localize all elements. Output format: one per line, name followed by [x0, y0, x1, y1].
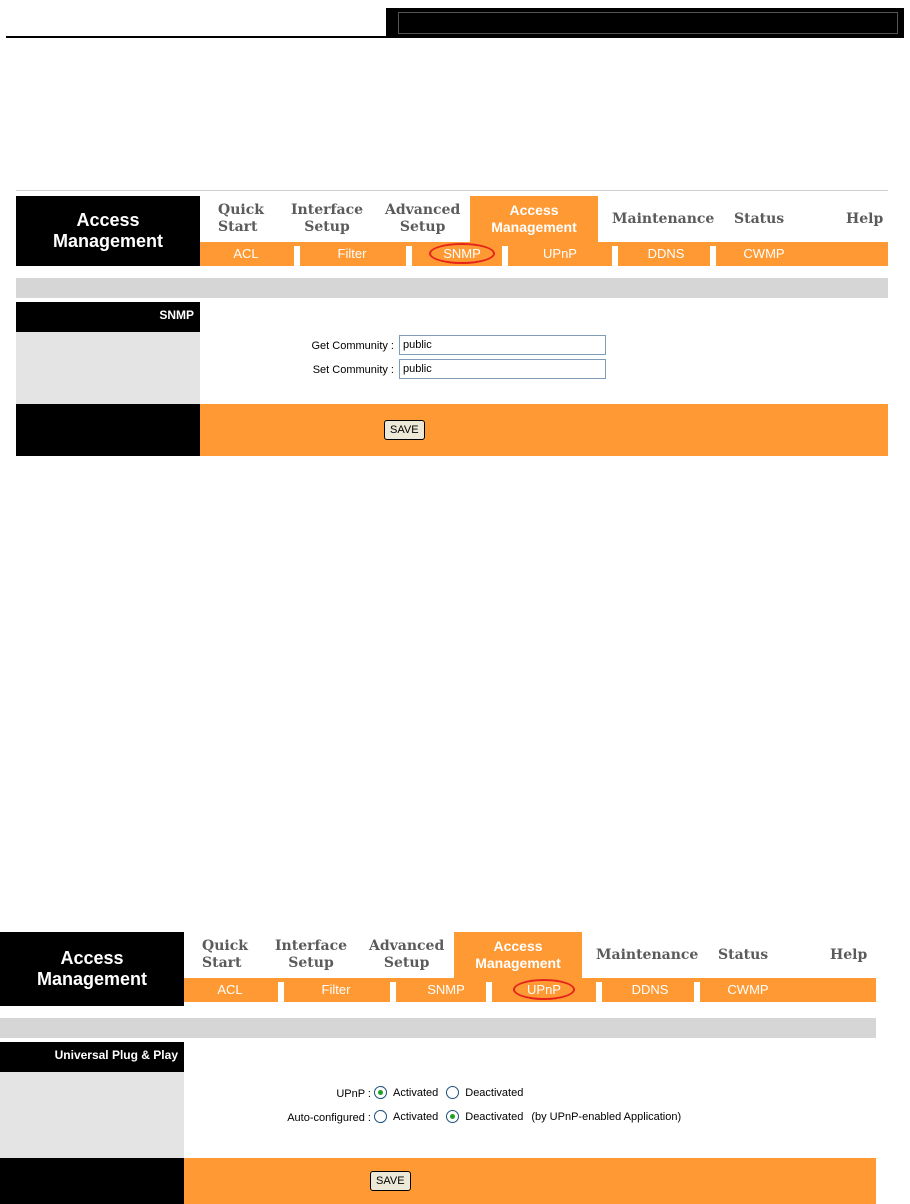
menu-quick-start[interactable]: Quick Start — [218, 202, 264, 235]
submenu-upnp[interactable]: UPnP — [543, 246, 577, 261]
menu-maintenance[interactable]: Maintenance — [596, 946, 699, 963]
footer-left — [16, 404, 200, 456]
panel-top-rule — [16, 190, 888, 191]
left-column — [16, 332, 200, 404]
sub-menu — [184, 978, 876, 1002]
snmp-form — [200, 302, 888, 404]
autoconf-deactivated-label: Deactivated — [465, 1110, 524, 1123]
upnp-deactivated-radio[interactable] — [446, 1086, 459, 1099]
upnp-deactivated-label: Deactivated — [465, 1086, 524, 1099]
submenu-cwmp[interactable]: CWMP — [727, 982, 769, 997]
autoconf-deactivated-radio[interactable] — [446, 1110, 459, 1123]
set-community-label: Set Community : — [312, 364, 394, 376]
brand-title — [16, 196, 200, 266]
gray-band — [0, 1018, 876, 1038]
get-community-input[interactable] — [399, 335, 606, 355]
brand-line2: Management — [36, 969, 148, 989]
upnp-activated-label: Activated — [393, 1086, 439, 1099]
menu-help[interactable]: Help — [846, 210, 884, 227]
header-bar-frame — [398, 12, 898, 34]
upnp-activated-radio[interactable] — [374, 1086, 387, 1099]
upnp-label: UPnP : — [336, 1088, 371, 1100]
section-title: SNMP — [16, 302, 200, 332]
submenu-filter[interactable]: Filter — [321, 982, 351, 997]
upnp-form — [184, 1042, 876, 1158]
submenu-snmp[interactable]: SNMP — [427, 982, 465, 997]
autoconf-activated-radio[interactable] — [374, 1110, 387, 1123]
sub-menu — [200, 242, 888, 266]
main-menu — [184, 932, 876, 978]
autoconf-activated-label: Activated — [393, 1110, 439, 1123]
snmp-panel — [16, 190, 888, 456]
brand-line1: Access — [60, 948, 124, 968]
footer-left — [0, 1158, 184, 1204]
menu-quick-start[interactable]: Quick Start — [202, 938, 248, 971]
footer-bar — [200, 404, 888, 456]
menu-maintenance[interactable]: Maintenance — [612, 210, 715, 227]
submenu-acl[interactable]: ACL — [217, 982, 243, 997]
save-button[interactable]: SAVE — [370, 1171, 411, 1191]
gray-band — [16, 278, 888, 298]
menu-status[interactable]: Status — [718, 946, 769, 963]
submenu-snmp[interactable]: SNMP — [412, 242, 512, 266]
autoconf-options — [374, 1110, 681, 1123]
brand-line1: Access — [76, 210, 140, 230]
submenu-filter[interactable]: Filter — [337, 246, 367, 261]
brand-title — [0, 932, 184, 1006]
submenu-acl[interactable]: ACL — [233, 246, 259, 261]
menu-access-management[interactable]: Access Management — [454, 932, 582, 978]
autoconf-label: Auto-configured : — [287, 1112, 371, 1124]
save-button[interactable]: SAVE — [384, 420, 425, 440]
menu-interface-setup[interactable]: Interface Setup — [291, 202, 364, 235]
menu-interface-setup[interactable]: Interface Setup — [275, 938, 348, 971]
left-column — [0, 1072, 184, 1158]
upnp-options — [374, 1086, 531, 1099]
brand-line2: Management — [52, 231, 164, 251]
get-community-label: Get Community : — [311, 340, 394, 352]
footer-bar — [184, 1158, 876, 1204]
section-title: Universal Plug & Play — [0, 1042, 184, 1072]
menu-access-management[interactable]: Access Management — [470, 196, 598, 242]
header-rule — [6, 36, 386, 38]
menu-advanced-setup[interactable]: Advanced Setup — [369, 938, 445, 971]
set-community-input[interactable] — [399, 359, 606, 379]
submenu-ddns[interactable]: DDNS — [631, 982, 669, 997]
upnp-panel — [0, 932, 876, 1204]
submenu-ddns[interactable]: DDNS — [647, 246, 685, 261]
menu-help[interactable]: Help — [830, 946, 868, 963]
submenu-upnp[interactable]: UPnP — [492, 978, 596, 1002]
main-menu — [200, 196, 888, 242]
submenu-cwmp[interactable]: CWMP — [743, 246, 785, 261]
menu-advanced-setup[interactable]: Advanced Setup — [385, 202, 461, 235]
menu-status[interactable]: Status — [734, 210, 785, 227]
autoconf-note: (by UPnP-enabled Application) — [531, 1110, 682, 1123]
